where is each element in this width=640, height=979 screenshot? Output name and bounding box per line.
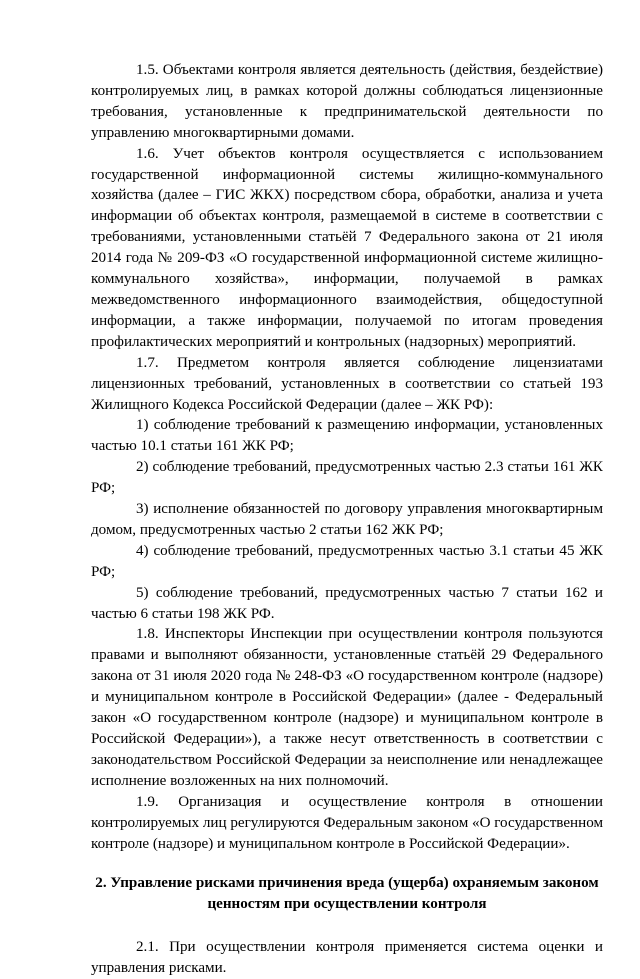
paragraph-1-7: 1.7. Предметом контроля является соблюдение лицензиатами лицензионных требований, установленных в соответствии со статьей 193 Жилищного Кодекса Российской Федерации (далее – ЖК РФ):	[91, 354, 603, 413]
section-2-heading: 2. Управление рисками причинения вреда (ущерба) охраняемым законом ценностям при осуществлении контроля	[95, 875, 599, 913]
list-item-1: 1) соблюдение требований к размещению информации, установленных частью 10.1 статьи 161 ЖК РФ;	[91, 417, 603, 455]
list-item-4: 4) соблюдение требований, предусмотренных частью 3.1 статьи 45 ЖК РФ;	[91, 542, 603, 580]
list-item-2: 2) соблюдение требований, предусмотренных частью 2.3 статьи 161 ЖК РФ;	[91, 459, 603, 497]
list-item-3: 3) исполнение обязанностей по договору управления многоквартирным домом, предусмотренных частью 2 статьи 162 ЖК РФ;	[91, 501, 603, 538]
document-page	[91, 60, 603, 979]
paragraph-1-5: 1.5. Объектами контроля является деятельность (действия, бездействие) контролируемых лиц, в рамках которой должны соблюдаться лицензионные требования, установленные к предпринимательской деятельности по управлению многоквартирными домами.	[91, 62, 603, 141]
paragraph-1-6: 1.6. Учет объектов контроля осуществляется с использованием государственной информационной системы жилищно-коммунального хозяйства (далее – ГИС ЖКХ) посредством сбора, обработки, анализа и учета информации об объектах контроля, размещаемой в системе в соответствии с требованиями, установленными статьёй 7 Федерального закона от 21 июля 2014 года № 209-ФЗ «О государственной информационной системе жилищно-коммунального хозяйства», информации, получаемой в рамках межведомственного информационного взаимодействия, общедоступной информации, а также информации, получаемой по итогам проведения профилактических мероприятий и контрольных (надзорных) мероприятий.	[91, 145, 603, 350]
section-spacer	[91, 915, 603, 937]
list-item-5: 5) соблюдение требований, предусмотренных частью 7 статьи 162 и частью 6 статьи 198 ЖК РФ.	[91, 584, 603, 622]
paragraph-1-9: 1.9. Организация и осуществление контроля в отношении контролируемых лиц регулируются Федеральным законом «О государственном контроле (надзоре) и муниципальном контроле в Российской Федерации».	[91, 793, 603, 852]
paragraph-1-8: 1.8. Инспекторы Инспекции при осуществлении контроля пользуются правами и выполняют обязанности, установленные статьёй 29 Федерального закона от 31 июля 2020 года № 248-ФЗ «О государственном контроле (надзоре) и муниципальном контроле в Российской Федерации» (далее - Федеральный закон «О государственном контроле (надзоре) и муниципальном контроле в Российской Федерации»), а также несут ответственность в соответствии с законодательством Российской Федерации за неисполнение или ненадлежащее исполнение возложенных на них полномочий.	[91, 626, 603, 789]
paragraph-2-1: 2.1. При осуществлении контроля применяется система оценки и управления рисками.	[91, 939, 603, 977]
